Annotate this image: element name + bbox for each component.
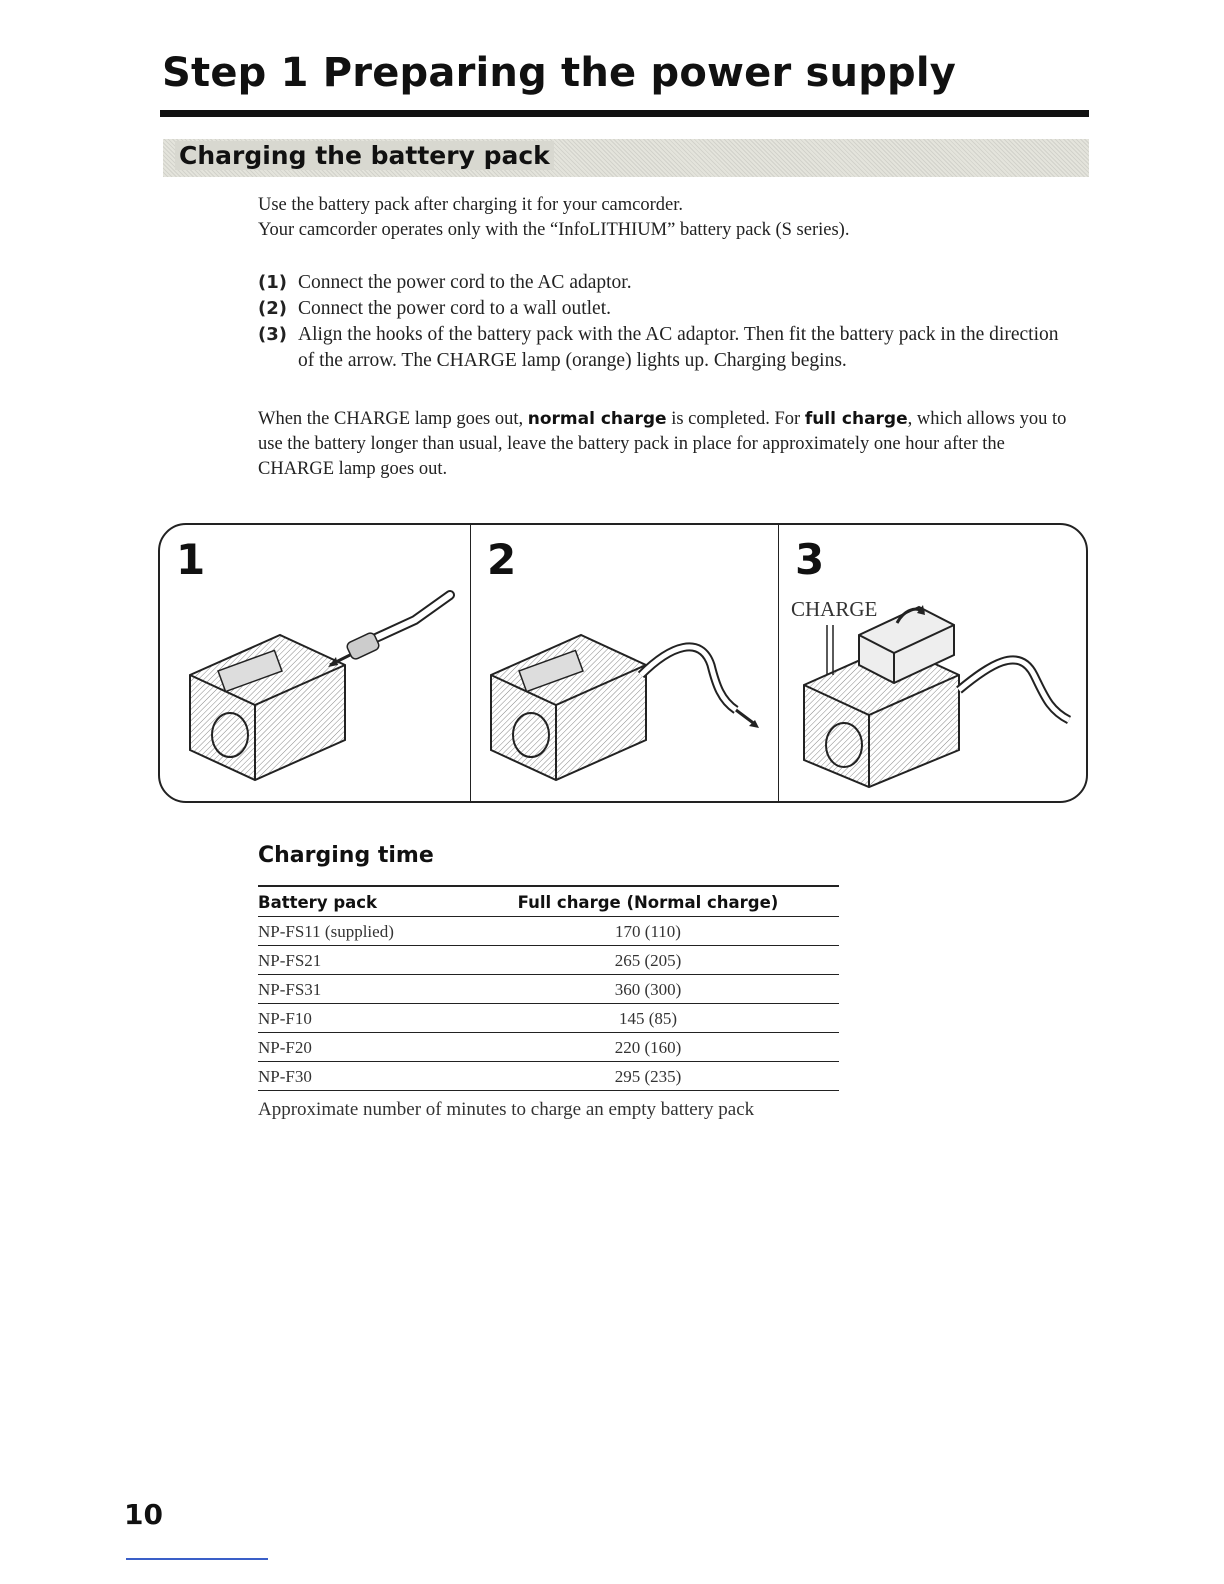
step-text: Align the hooks of the battery pack with the AC adaptor. Then fit the battery pack in the direction of the arrow. The CHARGE lamp (orange) lights up. Charging begins. xyxy=(298,324,1059,371)
battery-model-cell: NP-FS21 xyxy=(258,946,457,975)
adaptor-plugged-drawing xyxy=(471,525,779,803)
battery-model-cell: NP-FS31 xyxy=(258,975,457,1004)
intro-line: Use the battery pack after charging it for your camcorder. xyxy=(258,195,683,215)
charge-time-cell: 265 (205) xyxy=(457,946,839,975)
charge-time-cell: 170 (110) xyxy=(457,917,839,946)
step-number: (2) xyxy=(258,298,287,319)
step-number: (3) xyxy=(258,324,287,345)
intro-line: Your camcorder operates only with the “InfoLITHIUM” battery pack (S series). xyxy=(258,220,850,240)
panel-number: 2 xyxy=(487,535,517,584)
note-text: is completed. For xyxy=(666,409,805,429)
page-number: 10 xyxy=(124,1498,163,1531)
section-heading: Charging the battery pack xyxy=(175,141,554,170)
note-emphasis-normal-charge: normal charge xyxy=(527,409,667,429)
table-row xyxy=(258,1062,839,1091)
charge-note-paragraph xyxy=(258,407,1068,482)
table-row xyxy=(258,975,839,1004)
step-item xyxy=(258,296,1068,322)
table-row xyxy=(258,946,839,975)
illustration-panel-3 xyxy=(778,525,1088,801)
column-header: Full charge (Normal charge) xyxy=(457,886,839,917)
column-header: Battery pack xyxy=(258,886,457,917)
step-item xyxy=(258,270,1068,296)
table-row xyxy=(258,1033,839,1062)
step-item xyxy=(258,322,1068,374)
step-list xyxy=(258,270,1068,374)
charging-time-heading: Charging time xyxy=(258,843,434,868)
battery-model-cell: NP-F30 xyxy=(258,1062,457,1091)
illustration-panel-1 xyxy=(160,525,470,801)
intro-text xyxy=(258,193,1068,243)
battery-model-cell: NP-F10 xyxy=(258,1004,457,1033)
charge-time-cell: 145 (85) xyxy=(457,1004,839,1033)
page-title: Step 1 Preparing the power supply xyxy=(162,50,957,96)
section-band xyxy=(163,139,1089,177)
title-rule xyxy=(160,110,1089,117)
charge-time-cell: 220 (160) xyxy=(457,1033,839,1062)
battery-model-cell: NP-FS11 (supplied) xyxy=(258,917,457,946)
table-header-row xyxy=(258,886,839,917)
step-text: Connect the power cord to the AC adaptor. xyxy=(298,272,632,293)
footer-rule xyxy=(126,1558,268,1560)
note-text: When the CHARGE lamp goes out, xyxy=(258,409,528,429)
table-footnote: Approximate number of minutes to charge an empty battery pack xyxy=(258,1099,755,1120)
panel-number: 1 xyxy=(176,535,206,584)
charge-time-cell: 360 (300) xyxy=(457,975,839,1004)
table-row xyxy=(258,917,839,946)
note-emphasis-full-charge: full charge xyxy=(804,409,908,429)
charge-lamp-label: CHARGE xyxy=(791,597,878,621)
illustration-panel-2 xyxy=(470,525,779,801)
charging-illustration xyxy=(158,523,1088,803)
step-number: (1) xyxy=(258,272,287,293)
charging-time-table xyxy=(258,885,839,1091)
adaptor-with-cord-drawing xyxy=(160,525,470,803)
note-text: , which allows you to use the battery longer than usual, leave the battery pack in place for approximately one hour after the CHARGE lamp goes out. xyxy=(258,409,1067,479)
charge-note xyxy=(258,407,1068,482)
charge-time-cell: 295 (235) xyxy=(457,1062,839,1091)
table-row xyxy=(258,1004,839,1033)
battery-model-cell: NP-F20 xyxy=(258,1033,457,1062)
step-text: Connect the power cord to a wall outlet. xyxy=(298,298,611,319)
panel-number: 3 xyxy=(795,535,825,584)
battery-attached-drawing xyxy=(779,525,1088,803)
